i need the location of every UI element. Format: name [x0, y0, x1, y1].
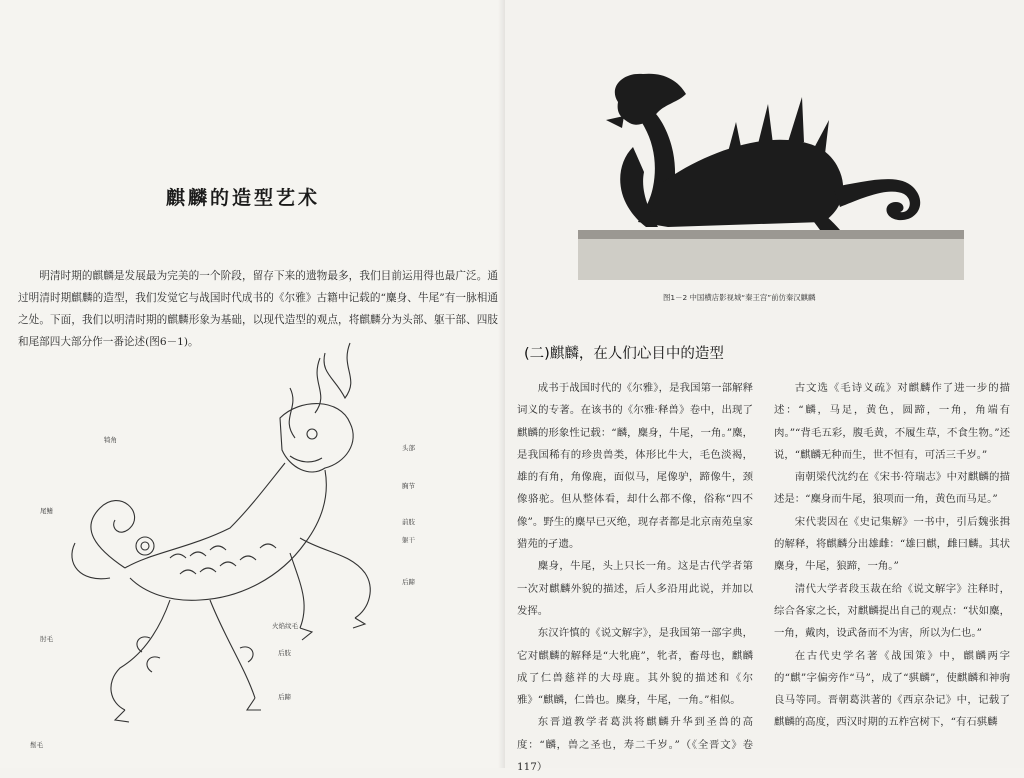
section-heading: (二)麒麟，在人们心目中的造型 [524, 346, 724, 362]
qilin-statue-photo [578, 62, 964, 280]
paragraph: 宋代裴因在《史记集解》一书中，引后魏张揖的解释，将麒麟分出雄雌：“雄曰麒，雌曰麟。其状麋身，牛尾，狼蹄，一角。” [774, 515, 1010, 573]
text-column-right [774, 377, 1010, 734]
figure-label-head: 头部 [402, 444, 415, 452]
figure-label-torso: 躯干 [402, 536, 415, 544]
text-column-left [517, 377, 753, 778]
paragraph: 古文选《毛诗义疏》对麒麟作了进一步的描述：“麟，马足，黄色，圆蹄，一角，角端有肉。”“背毛五彩，腹毛黄，不履生草，不食生物。”还说，“麒麟无种而生，世不恒有，可活三千岁。” [774, 382, 1010, 461]
figure-label-mane: 鬃毛 [30, 741, 43, 749]
figure-label-hind-joint: 后肢 [278, 649, 291, 657]
paragraph: 清代大学者段玉裁在给《说文解字》注释时，综合各家之长，对麒麟提出自己的观点：“状如麋，一角，戴肉，设武备而不为害，所以为仁也。” [774, 582, 1010, 640]
left-page [0, 0, 505, 768]
paragraph: 成书于战国时代的《尔雅》，是我国第一部解释词义的专著。在该书的《尔雅·释兽》卷中，出现了麒麟的形象性记载：“麟，麋身，牛尾，一角。”麋，是我国稀有的珍贵兽类，体形比牛大，毛色淡褐，雄的有角，角像鹿，面似马，尾像驴，蹄像牛，颈像骆驼。但从整体看，却什么都不像，俗称“四不像”。野生的麋早已灭绝，现存者都是北京南苑皇家猎苑的孑遗。 [517, 382, 753, 551]
photo-caption: 图1－2 中国横店影视城“秦王宫”前仿秦汉麒麟 [663, 293, 816, 302]
paragraph: 在古代史学名著《战国策》中，麒麟两字的“麒”字偏旁作“马”，成了“骐麟”，使麒麟和神驹良马等同。晋朝葛洪著的《西京杂记》中，记载了麒麟的高度，西汉时期的五柞宫树下，“有石骐麟 [774, 649, 1010, 729]
figure-label-elbow-hair: 肘毛 [40, 635, 53, 643]
figure-label-joint: 胸节 [402, 482, 415, 490]
page-title: 麒麟的造型艺术 [166, 187, 321, 209]
figure-label-tail: 尾鳍 [40, 507, 53, 515]
figure-label-horn: 犄角 [104, 436, 117, 444]
figure-label-flame-hair: 火焰纹毛 [272, 622, 298, 630]
paragraph: 南朝梁代沈约在《宋书·符瑞志》中对麒麟的描述是：“麋身而牛尾，狼项而一角，黄色而马足。” [774, 471, 1010, 506]
intro-text: 明清时期的麒麟是发展最为完美的一个阶段，留存下来的遗物最多，我们目前运用得也最广泛。通过明清时期麒麟的造型，我们发觉它与战国时代成书的《尔雅》古籍中记载的“麋身、牛尾”有一脉相通之处。下面，我们以明清时期的麒麟形象为基础，以现代造型的观点，将麒麟分为头部、躯干部、四肢和尾部四大部分作一番论述(图6－1)。 [18, 270, 498, 348]
figure-label-hind-hoof: 后蹄 [278, 693, 291, 701]
figure-label-hind-foot: 后蹄 [402, 578, 415, 586]
figure-label-forelimb: 前肢 [402, 518, 415, 526]
paragraph: 东晋道教学者葛洪将麒麟升华到圣兽的高度：“麟，兽之圣也，寿二千岁。”（《全晋文》卷117） [517, 716, 753, 774]
paragraph: 东汉许慎的《说文解字》，是我国第一部字典，它对麒麟的解释是“大牝鹿”，牝者，畜母也，麒麟成了仁兽慈祥的大母鹿。其外貌的描述和《尔雅》“麒麟，仁兽也。麋身，牛尾，一角。”相似。 [517, 627, 753, 707]
paragraph: 麋身，牛尾，头上只长一角。这是古代学者第一次对麒麟外貌的描述，后人多沿用此说，并加以发挥。 [517, 560, 753, 617]
qilin-line-drawing [50, 338, 420, 758]
